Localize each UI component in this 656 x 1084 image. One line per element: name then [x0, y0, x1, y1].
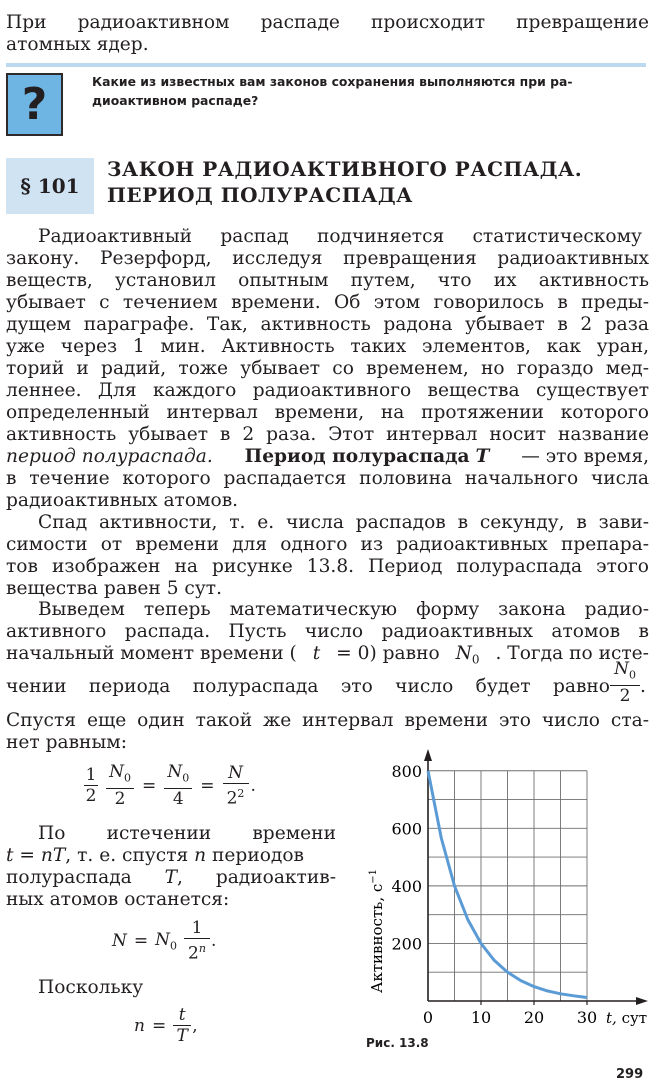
- y-tick-label: 800: [391, 761, 422, 781]
- figure-caption: Рис. 13.8: [366, 1036, 429, 1050]
- x-tick-label: 10: [470, 1008, 492, 1027]
- p4-line-4: ных атомов останется:: [6, 889, 230, 910]
- var-T: T: [475, 446, 490, 467]
- p1-line: радиоактивных атомов.: [6, 490, 239, 511]
- p3-line: активного распада. Пусть число радиоактивных атомов в: [6, 621, 649, 642]
- page-number: 299: [616, 1067, 644, 1082]
- p2-line: тов изображен на рисунке 13.8. Период полураспада этого: [6, 556, 649, 577]
- chart-grid: [428, 771, 587, 1001]
- intro-line-2: атомных ядер.: [6, 34, 149, 55]
- section-number: § 101: [6, 158, 94, 214]
- fraction-n0-over-2: $N_0$ 2: [610, 659, 640, 706]
- section-title: [107, 156, 582, 208]
- formula-n-equals-t-over-T: n = $\frac{t}{T}$ ,: [134, 1005, 198, 1046]
- p1-line: веществ, установил опытным путем, что их активность: [6, 270, 649, 291]
- formula-halving-chain: 1 2 $\frac{N_0}{2}$ = $\frac{N_0}{4}$ = $\frac{N}{2^2}$ .: [85, 762, 256, 810]
- x-tick-label: 20: [523, 1008, 545, 1027]
- formula-decay-law: N = $N_0$ 1 2$^n$ .: [112, 918, 217, 964]
- chart-axes: [424, 749, 648, 1005]
- p1-line: определенный интервал времени, на протяжении которого: [6, 402, 649, 423]
- p1-line: дущем параграфе. Так, активность радона убывает в 2 раза: [6, 314, 649, 335]
- x-axis-label: t, сут: [606, 1009, 648, 1027]
- y-tick-label: 600: [391, 819, 422, 839]
- section-title-line-1: ЗАКОН РАДИОАКТИВНОГО РАСПАДА.: [107, 157, 583, 181]
- chart-ticks: [391, 762, 597, 1027]
- p2-line: вещества равен 5 сут.: [6, 578, 222, 599]
- p4-line-3: полураспада T, радиоактив-: [6, 867, 336, 888]
- question-line-1: Какие из известных вам законов сохранения выполняются при ра-: [92, 74, 573, 89]
- p2-line: симости от времени для одного из радиоактивных препара-: [6, 534, 649, 555]
- p1-line: Радиоактивный распад подчиняется статистическому: [38, 226, 642, 247]
- question-line-2: диоактивном распаде?: [92, 93, 259, 108]
- p1-line: уже через 1 мин. Активность таких элементов, как уран,: [6, 336, 649, 357]
- y-tick-label: 200: [391, 934, 422, 954]
- question-divider: [6, 63, 646, 67]
- y-tick-label: 400: [391, 876, 422, 896]
- p1-line: активность убывает в 2 раза. Этот интервал носит название: [6, 424, 649, 445]
- p1-line: закону. Резерфорд, исследуя превращения радиоактивных: [6, 248, 649, 269]
- p3-line: Выведем теперь математическую форму закона радио-: [38, 599, 649, 620]
- p1-line: убывает с течением времени. Об этом говорилось в преды-: [6, 292, 649, 313]
- term-half-life-italic: период полураспада.: [6, 446, 213, 467]
- p4-line-1: По истечении времени: [38, 823, 336, 844]
- p1-line: леннее. Для каждого радиоактивного вещества существует: [6, 380, 649, 401]
- p1-line: в течение которого распадается половина начального числа: [6, 468, 649, 489]
- decay-chart: [360, 745, 652, 1035]
- p4-line-2: t = nT, т. е. спустя n периодов: [6, 845, 305, 866]
- y-axis-label: Активность, $с^{-1}$: [368, 868, 386, 994]
- question-text: [92, 72, 642, 110]
- term-half-life-bold: Период полураспада: [244, 446, 470, 467]
- question-icon: ?: [6, 73, 63, 136]
- intro-line-1: При радиоактивном распаде происходит превращение: [6, 12, 649, 33]
- x-tick-label: 0: [422, 1008, 434, 1027]
- p3-line: Спустя еще один такой же интервал времени это число ста-: [6, 710, 649, 731]
- p2-line: Спад активности, т. е. числа распадов в секунду, в зави-: [38, 512, 649, 533]
- p3-line-3: начальный момент времени ( t = 0) равно $N_0$ . Тогда по исте-: [6, 643, 649, 667]
- p1-line-11: период полураспада. Период полураспада T — это время,: [6, 446, 649, 467]
- p5-line: Поскольку: [38, 977, 144, 998]
- x-axis-arrow: [636, 997, 648, 1005]
- y-axis-arrow: [424, 749, 432, 761]
- p3-line: чении периода полураспада это число будет равно: [6, 676, 610, 697]
- p3-line: нет равным:: [6, 732, 127, 753]
- p1-line: торий и радий, тоже убывает со временем, но гораздо мед-: [6, 358, 649, 379]
- x-tick-label: 30: [576, 1008, 598, 1027]
- section-title-line-2: ПЕРИОД ПОЛУРАСПАДА: [107, 183, 413, 207]
